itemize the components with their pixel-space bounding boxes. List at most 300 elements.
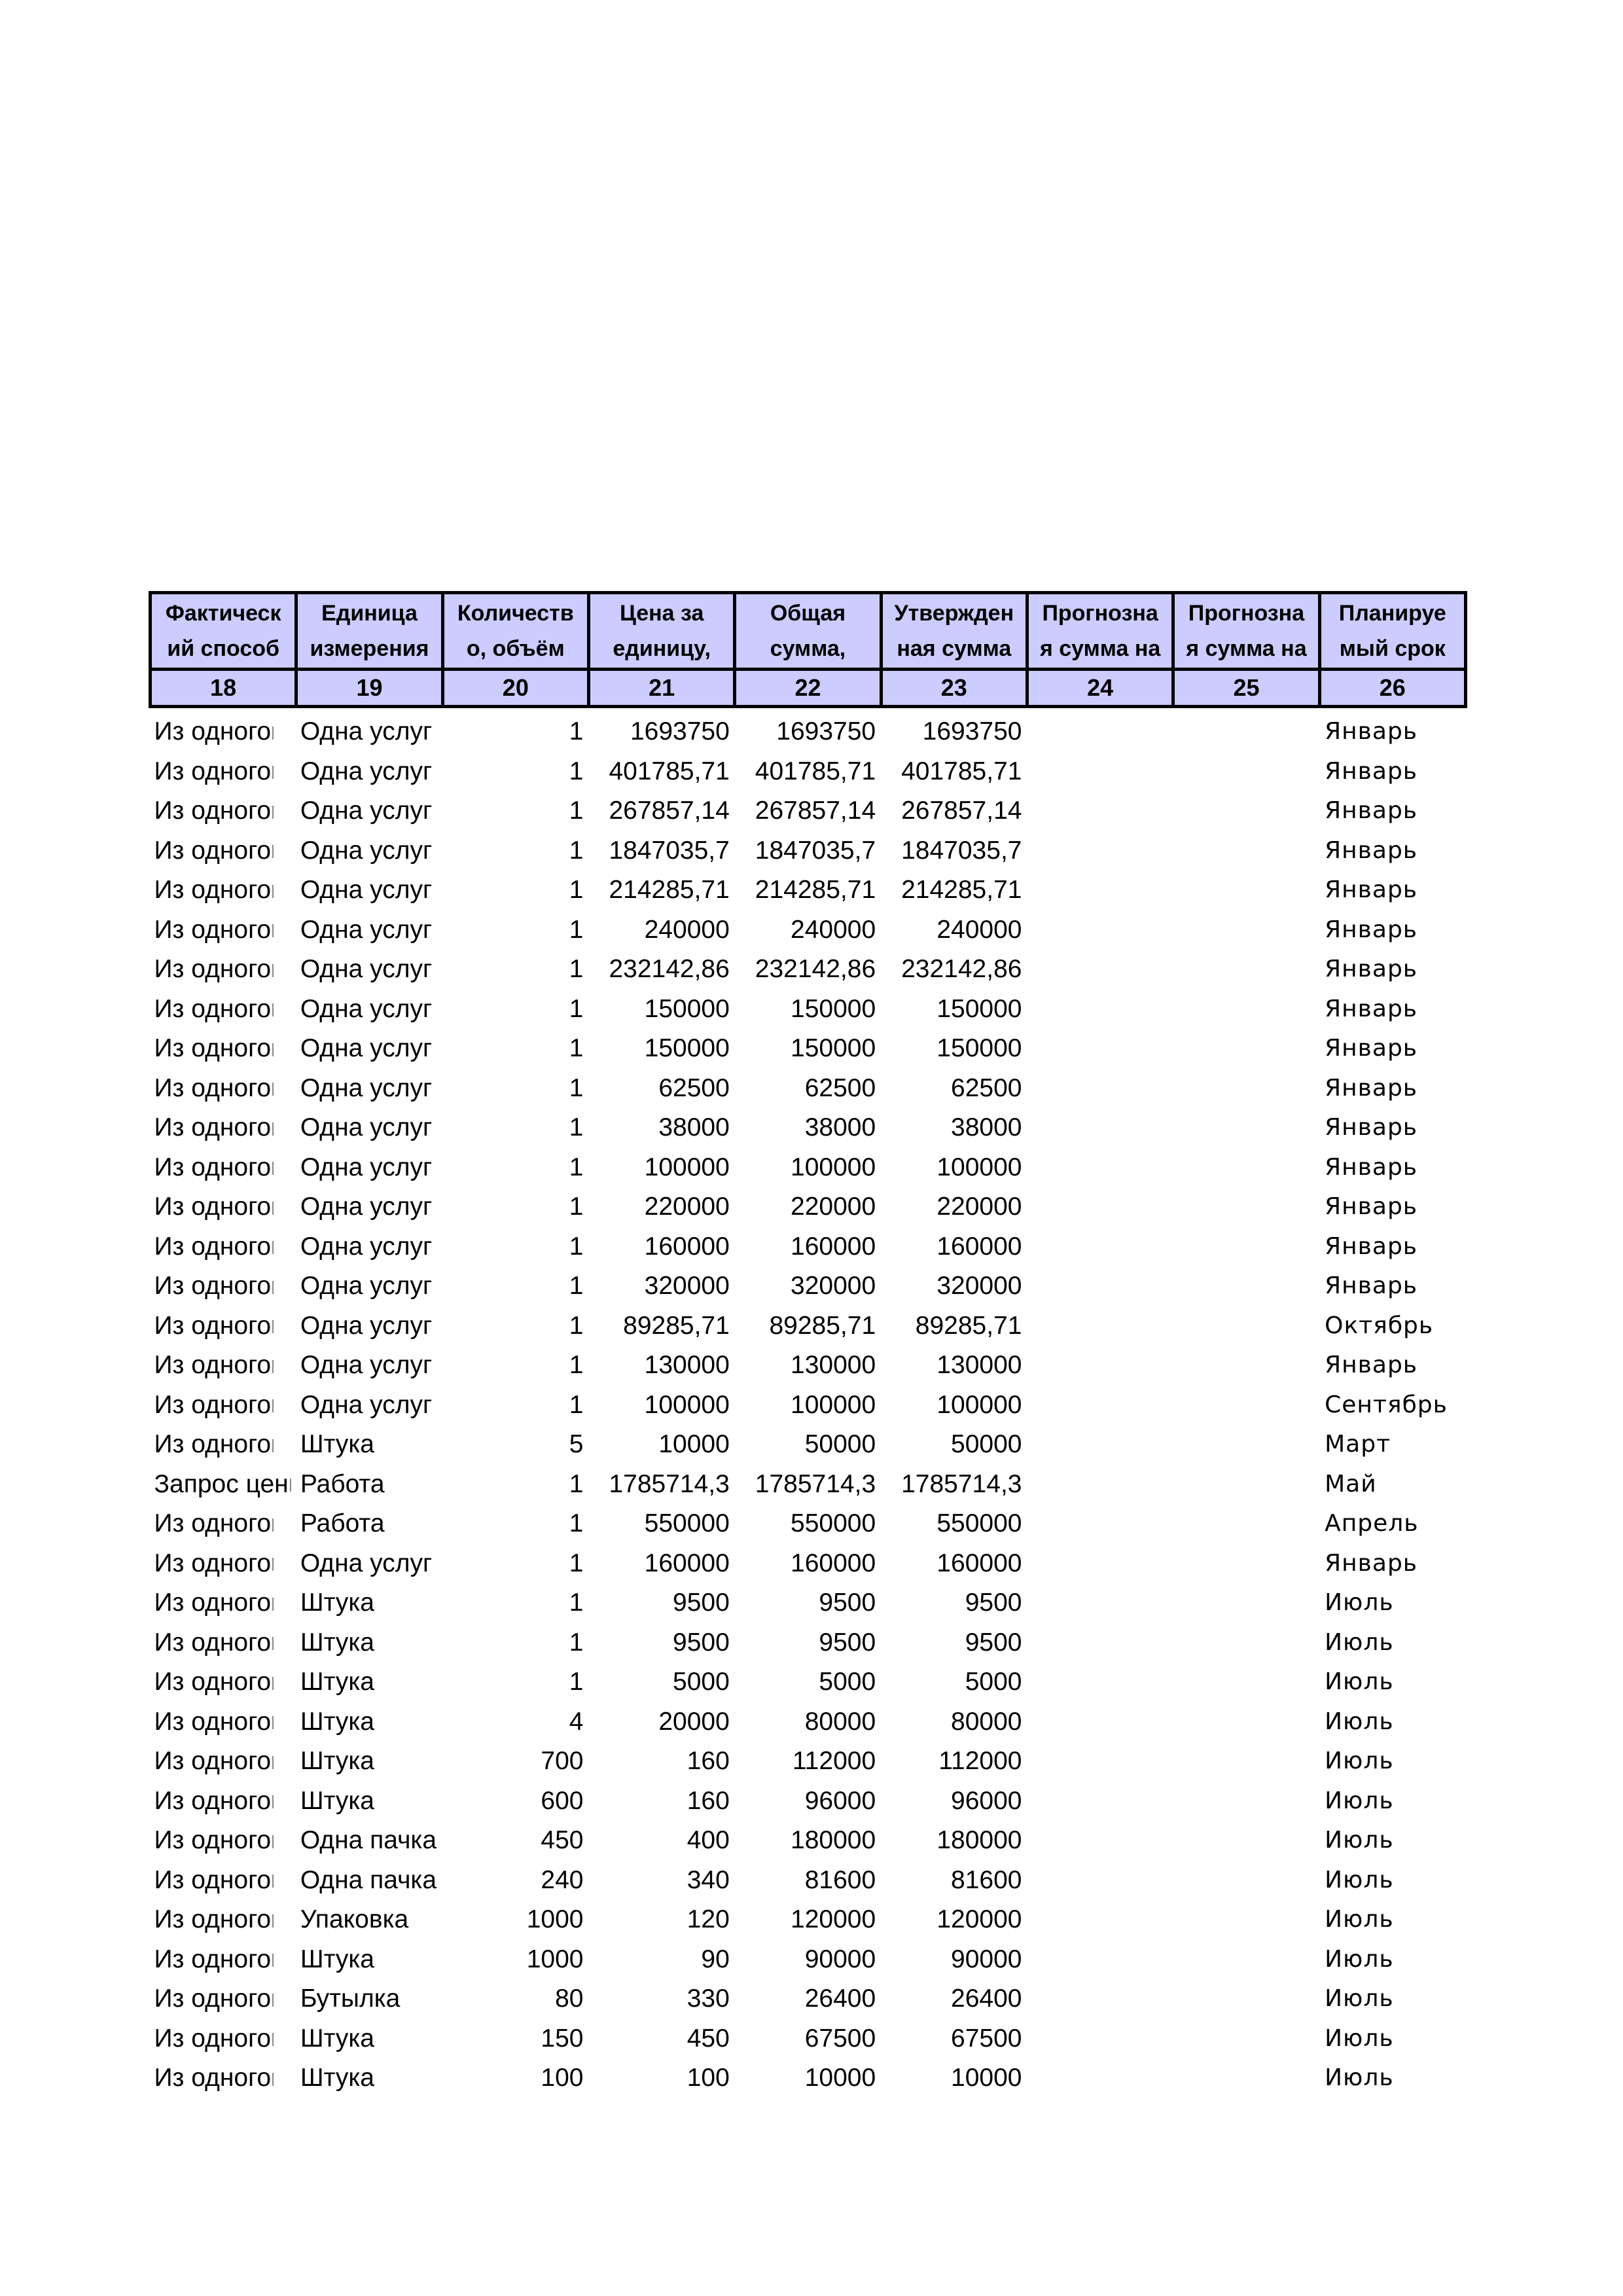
cell-unit: Одна услуг: [300, 1351, 433, 1380]
cell-unit-price: 150000: [644, 994, 730, 1023]
column-number: 21: [588, 670, 734, 707]
cell-unit: Одна услуг: [300, 1113, 433, 1142]
table-row: [151, 1702, 1466, 1742]
cell-quantity: 1000: [526, 1905, 584, 1934]
cell-approved-sum: 67500: [951, 2024, 1022, 2053]
cell-total-sum: 9500: [819, 1628, 876, 1657]
cell-planned-term: Январь: [1325, 1193, 1418, 1221]
column-number: 24: [1027, 670, 1173, 707]
cell-unit-price: 150000: [644, 1034, 730, 1063]
table-row: [151, 1662, 1466, 1702]
cell-total-sum: 150000: [791, 994, 876, 1023]
table-row: [151, 831, 1466, 871]
cell-total-sum: 1785714,3: [755, 1469, 876, 1498]
cell-planned-term: Сентябрь: [1325, 1391, 1448, 1418]
cell-unit: Штука: [300, 1430, 374, 1459]
header-forecast-sum-2: [1173, 593, 1319, 670]
cell-unit-price: 38000: [658, 1113, 730, 1142]
cell-actual-method: Запрос цен: [151, 1465, 296, 1505]
cell-forecast-sum-2: [1173, 1504, 1319, 1544]
cell-actual-method: Из одного: [151, 1782, 296, 1821]
cell-actual-method: Из одного: [151, 2058, 296, 2098]
cell-unit-price: 1785714,3: [609, 1469, 730, 1498]
cell-approved-sum: 401785,71: [901, 757, 1022, 785]
cell-forecast-sum-1: [1027, 1386, 1173, 1426]
cell-forecast-sum-1: [1027, 1187, 1173, 1227]
cell-forecast-sum-1: [1027, 2019, 1173, 2059]
header-planned-term: [1319, 593, 1465, 670]
cell-approved-sum: 81600: [951, 1865, 1022, 1894]
cell-quantity: 1: [569, 876, 584, 905]
cell-forecast-sum-2: [1173, 1346, 1319, 1386]
cell-approved-sum: 1785714,3: [901, 1469, 1022, 1498]
cell-unit-price: 220000: [644, 1193, 730, 1221]
cell-approved-sum: 10000: [951, 2064, 1022, 2092]
cell-planned-term: Июль: [1325, 1708, 1394, 1735]
cell-planned-term: Июль: [1325, 2064, 1394, 2092]
cell-actual-method: Из одного: [151, 1187, 296, 1227]
cell-actual-method: Из одного: [151, 1425, 296, 1465]
cell-approved-sum: 5000: [965, 1668, 1022, 1696]
cell-forecast-sum-2: [1173, 1782, 1319, 1821]
cell-unit: Штука: [300, 2024, 374, 2053]
table-row: [151, 2019, 1466, 2059]
cell-forecast-sum-2: [1173, 1702, 1319, 1742]
table-row: [151, 990, 1466, 1030]
cell-approved-sum: 267857,14: [901, 797, 1022, 825]
cell-planned-term: Январь: [1325, 1272, 1418, 1300]
cell-actual-method: Из одного: [151, 1583, 296, 1623]
cell-actual-method: Из одного: [151, 1306, 296, 1346]
cell-forecast-sum-2: [1173, 870, 1319, 910]
header-approved-sum: [881, 593, 1027, 670]
cell-unit-price: 1847035,7: [609, 836, 730, 865]
cell-unit: Одна услуг: [300, 1549, 433, 1577]
cell-forecast-sum-2: [1173, 1227, 1319, 1267]
cell-forecast-sum-2: [1173, 1742, 1319, 1782]
cell-quantity: 240: [541, 1865, 584, 1894]
cell-total-sum: 120000: [791, 1905, 876, 1934]
cell-planned-term: Январь: [1325, 1153, 1418, 1181]
cell-unit: Одна услуг: [300, 915, 433, 944]
cell-unit-price: 90: [701, 1945, 730, 1973]
header-line: Прогнозна: [1042, 601, 1158, 626]
cell-quantity: 1: [569, 1351, 584, 1380]
cell-total-sum: 1847035,7: [755, 836, 876, 865]
cell-actual-method: Из одного: [151, 1227, 296, 1267]
cell-forecast-sum-1: [1027, 1029, 1173, 1069]
cell-total-sum: 232142,86: [755, 955, 876, 984]
cell-planned-term: Январь: [1325, 718, 1418, 745]
cell-quantity: 1: [569, 1232, 584, 1261]
table-row: [151, 1782, 1466, 1821]
cell-forecast-sum-1: [1027, 870, 1173, 910]
cell-actual-method: Из одного: [151, 752, 296, 792]
cell-total-sum: 62500: [804, 1073, 876, 1102]
cell-approved-sum: 180000: [936, 1826, 1022, 1855]
cell-planned-term: Май: [1325, 1470, 1377, 1498]
cell-unit-price: 1693750: [630, 717, 730, 746]
cell-forecast-sum-1: [1027, 950, 1173, 990]
cell-approved-sum: 9500: [965, 1588, 1022, 1617]
cell-quantity: 1: [569, 1153, 584, 1181]
cell-quantity: 1: [569, 836, 584, 865]
cell-quantity: 1: [569, 1034, 584, 1063]
cell-total-sum: 10000: [804, 2064, 876, 2092]
table-row: [151, 1386, 1466, 1426]
cell-forecast-sum-2: [1173, 1821, 1319, 1861]
cell-unit: Одна услуг: [300, 717, 433, 746]
cell-planned-term: Январь: [1325, 1114, 1418, 1141]
table-row: [151, 1940, 1466, 1980]
cell-actual-method: Из одного: [151, 1979, 296, 2019]
table-row: [151, 707, 1466, 752]
table-row: [151, 1069, 1466, 1109]
cell-unit: Одна услуг: [300, 1232, 433, 1261]
header-line: Прогнозна: [1188, 601, 1305, 626]
cell-planned-term: Январь: [1325, 956, 1418, 983]
cell-unit: Одна услуг: [300, 1390, 433, 1419]
cell-planned-term: Январь: [1325, 836, 1418, 864]
cell-unit: Одна услуг: [300, 955, 433, 984]
cell-forecast-sum-1: [1027, 1940, 1173, 1980]
column-number: 20: [442, 670, 588, 707]
column-number: 19: [296, 670, 442, 707]
cell-approved-sum: 50000: [951, 1430, 1022, 1459]
cell-planned-term: Январь: [1325, 1035, 1418, 1062]
cell-unit: Упаковка: [300, 1905, 409, 1934]
cell-forecast-sum-1: [1027, 990, 1173, 1030]
cell-approved-sum: 320000: [936, 1272, 1022, 1300]
cell-forecast-sum-1: [1027, 1742, 1173, 1782]
cell-quantity: 450: [541, 1826, 584, 1855]
cell-quantity: 1: [569, 994, 584, 1023]
cell-unit-price: 20000: [658, 1707, 730, 1736]
table-row: [151, 1465, 1466, 1505]
cell-unit: Штука: [300, 1588, 374, 1617]
cell-forecast-sum-1: [1027, 1782, 1173, 1821]
cell-quantity: 1: [569, 797, 584, 825]
cell-planned-term: Июль: [1325, 1827, 1394, 1854]
cell-quantity: 1: [569, 1509, 584, 1538]
header-line: Утвержден: [894, 601, 1014, 626]
table-row: [151, 1861, 1466, 1901]
cell-actual-method: Из одного: [151, 1623, 296, 1663]
cell-unit: Штука: [300, 1747, 374, 1776]
cell-total-sum: 50000: [804, 1430, 876, 1459]
table-row: [151, 2058, 1466, 2098]
cell-unit-price: 330: [687, 1984, 730, 2013]
cell-total-sum: 89285,71: [769, 1311, 876, 1340]
cell-quantity: 1: [569, 955, 584, 984]
cell-quantity: 1: [569, 1311, 584, 1340]
cell-approved-sum: 1693750: [922, 717, 1022, 746]
cell-forecast-sum-1: [1027, 752, 1173, 792]
cell-quantity: 1: [569, 1588, 584, 1617]
cell-total-sum: 550000: [791, 1509, 876, 1538]
cell-forecast-sum-2: [1173, 950, 1319, 990]
table-row: [151, 950, 1466, 990]
cell-unit-price: 5000: [673, 1668, 730, 1696]
cell-approved-sum: 62500: [951, 1073, 1022, 1102]
cell-unit-price: 160: [687, 1786, 730, 1815]
cell-approved-sum: 100000: [936, 1390, 1022, 1419]
cell-forecast-sum-2: [1173, 707, 1319, 752]
header-line: я сумма на: [1039, 636, 1161, 661]
cell-unit: Одна услуг: [300, 876, 433, 905]
cell-approved-sum: 38000: [951, 1113, 1022, 1142]
cell-total-sum: 150000: [791, 1034, 876, 1063]
cell-unit: Штука: [300, 1668, 374, 1696]
cell-unit-price: 400: [687, 1826, 730, 1855]
cell-unit: Одна услуг: [300, 994, 433, 1023]
column-number: 23: [881, 670, 1027, 707]
header-line: ная сумма: [897, 636, 1012, 661]
cell-actual-method: Из одного: [151, 910, 296, 950]
cell-total-sum: 96000: [804, 1786, 876, 1815]
cell-actual-method: Из одного: [151, 990, 296, 1030]
cell-forecast-sum-2: [1173, 1544, 1319, 1584]
table-row: [151, 870, 1466, 910]
cell-total-sum: 214285,71: [755, 876, 876, 905]
cell-unit-price: 100: [687, 2064, 730, 2092]
cell-unit-price: 340: [687, 1865, 730, 1894]
cell-quantity: 1: [569, 1113, 584, 1142]
table-row: [151, 1108, 1466, 1148]
cell-actual-method: Из одного: [151, 1544, 296, 1584]
cell-forecast-sum-1: [1027, 791, 1173, 831]
cell-quantity: 1: [569, 1628, 584, 1657]
cell-unit: Одна услуг: [300, 1272, 433, 1300]
cell-total-sum: 38000: [804, 1113, 876, 1142]
cell-approved-sum: 100000: [936, 1153, 1022, 1181]
header-line: Количеств: [457, 601, 574, 626]
cell-planned-term: Январь: [1325, 1232, 1418, 1260]
cell-approved-sum: 1847035,7: [901, 836, 1022, 865]
cell-actual-method: Из одного: [151, 1148, 296, 1188]
cell-total-sum: 267857,14: [755, 797, 876, 825]
cell-forecast-sum-2: [1173, 1425, 1319, 1465]
cell-planned-term: Январь: [1325, 1074, 1418, 1102]
cell-planned-term: Июль: [1325, 1589, 1394, 1617]
cell-actual-method: Из одного: [151, 1386, 296, 1426]
cell-unit: Работа: [300, 1469, 385, 1498]
table-row: [151, 1504, 1466, 1544]
cell-actual-method: Из одного: [151, 950, 296, 990]
cell-unit: Работа: [300, 1509, 385, 1538]
cell-forecast-sum-2: [1173, 1148, 1319, 1188]
cell-forecast-sum-2: [1173, 2058, 1319, 2098]
table-row: [151, 1900, 1466, 1940]
cell-forecast-sum-1: [1027, 1148, 1173, 1188]
cell-quantity: 4: [569, 1707, 584, 1736]
cell-forecast-sum-1: [1027, 1623, 1173, 1663]
cell-total-sum: 67500: [804, 2024, 876, 2053]
cell-approved-sum: 112000: [938, 1747, 1022, 1776]
cell-approved-sum: 232142,86: [901, 955, 1022, 984]
table-body: [151, 707, 1466, 2098]
header-line: Цена за: [619, 601, 704, 626]
cell-forecast-sum-2: [1173, 1187, 1319, 1227]
cell-planned-term: Июль: [1325, 2024, 1394, 2052]
cell-unit: Одна услуг: [300, 1311, 433, 1340]
cell-forecast-sum-2: [1173, 1623, 1319, 1663]
cell-quantity: 1: [569, 1549, 584, 1577]
cell-quantity: 600: [541, 1786, 584, 1815]
cell-forecast-sum-1: [1027, 1702, 1173, 1742]
cell-approved-sum: 240000: [936, 915, 1022, 944]
cell-unit-price: 160: [687, 1747, 730, 1776]
cell-total-sum: 160000: [791, 1232, 876, 1261]
cell-forecast-sum-1: [1027, 1306, 1173, 1346]
cell-unit-price: 9500: [673, 1628, 730, 1657]
cell-forecast-sum-2: [1173, 1861, 1319, 1901]
cell-forecast-sum-2: [1173, 990, 1319, 1030]
cell-forecast-sum-1: [1027, 1662, 1173, 1702]
column-number: 18: [151, 670, 296, 707]
cell-forecast-sum-2: [1173, 1979, 1319, 2019]
cell-forecast-sum-2: [1173, 831, 1319, 871]
cell-approved-sum: 214285,71: [901, 876, 1022, 905]
cell-unit: Одна услуг: [300, 1193, 433, 1221]
table-row: [151, 910, 1466, 950]
header-line: мый срок: [1339, 636, 1446, 661]
cell-forecast-sum-2: [1173, 1900, 1319, 1940]
cell-actual-method: Из одного: [151, 707, 296, 752]
cell-total-sum: 90000: [804, 1945, 876, 1973]
cell-approved-sum: 550000: [936, 1509, 1022, 1538]
table-row: [151, 1583, 1466, 1623]
cell-quantity: 1: [569, 1390, 584, 1419]
cell-planned-term: Январь: [1325, 876, 1418, 904]
cell-forecast-sum-1: [1027, 1227, 1173, 1267]
cell-approved-sum: 89285,71: [915, 1311, 1022, 1340]
cell-unit: Одна услуг: [300, 797, 433, 825]
column-number: 25: [1173, 670, 1319, 707]
cell-unit: Одна услуг: [300, 1073, 433, 1102]
cell-actual-method: Из одного: [151, 1266, 296, 1306]
cell-unit-price: 89285,71: [623, 1311, 730, 1340]
cell-unit-price: 10000: [658, 1430, 730, 1459]
cell-unit: Одна услуг: [300, 836, 433, 865]
header-line: Фактическ: [165, 601, 281, 626]
cell-forecast-sum-1: [1027, 2058, 1173, 2098]
cell-actual-method: Из одного: [151, 1346, 296, 1386]
cell-unit-price: 232142,86: [609, 955, 730, 984]
cell-quantity: 5: [569, 1430, 584, 1459]
cell-unit: Штука: [300, 1945, 374, 1973]
cell-quantity: 150: [541, 2024, 584, 2053]
cell-planned-term: Январь: [1325, 757, 1418, 785]
cell-planned-term: Июль: [1325, 1866, 1394, 1893]
cell-unit-price: 130000: [644, 1351, 730, 1380]
cell-planned-term: Январь: [1325, 995, 1418, 1022]
cell-unit: Бутылка: [300, 1984, 401, 2013]
cell-forecast-sum-2: [1173, 1465, 1319, 1505]
cell-forecast-sum-2: [1173, 1386, 1319, 1426]
cell-unit-price: 401785,71: [609, 757, 730, 785]
cell-actual-method: Из одного: [151, 791, 296, 831]
cell-forecast-sum-1: [1027, 910, 1173, 950]
header-row-numbers: [151, 670, 1466, 707]
cell-unit-price: 120: [687, 1905, 730, 1934]
cell-total-sum: 240000: [791, 915, 876, 944]
cell-quantity: 1: [569, 757, 584, 785]
cell-total-sum: 81600: [804, 1865, 876, 1894]
header-line: Планируе: [1338, 601, 1446, 626]
cell-unit: Одна пачка: [300, 1826, 437, 1855]
header-line: я сумма на: [1186, 636, 1307, 661]
cell-approved-sum: 90000: [951, 1945, 1022, 1973]
cell-quantity: 80: [555, 1984, 584, 2013]
cell-planned-term: Апрель: [1325, 1510, 1419, 1537]
cell-forecast-sum-2: [1173, 2019, 1319, 2059]
header-quantity: [442, 593, 588, 670]
cell-approved-sum: 120000: [936, 1905, 1022, 1934]
cell-forecast-sum-2: [1173, 1583, 1319, 1623]
cell-total-sum: 401785,71: [755, 757, 876, 785]
table-row: [151, 1742, 1466, 1782]
cell-unit-price: 267857,14: [609, 797, 730, 825]
cell-unit-price: 450: [687, 2024, 730, 2053]
cell-actual-method: Из одного: [151, 1029, 296, 1069]
cell-unit-price: 100000: [644, 1153, 730, 1181]
cell-total-sum: 130000: [791, 1351, 876, 1380]
cell-unit-price: 320000: [644, 1272, 730, 1300]
cell-actual-method: Из одного: [151, 1821, 296, 1861]
cell-total-sum: 220000: [791, 1193, 876, 1221]
cell-actual-method: Из одного: [151, 1940, 296, 1980]
cell-planned-term: Январь: [1325, 1549, 1418, 1577]
cell-quantity: 1: [569, 1272, 584, 1300]
cell-forecast-sum-1: [1027, 1069, 1173, 1109]
cell-unit: Штука: [300, 1707, 374, 1736]
cell-forecast-sum-1: [1027, 1266, 1173, 1306]
table-row: [151, 1346, 1466, 1386]
column-number: 22: [735, 670, 881, 707]
header-line: ий способ: [167, 636, 280, 661]
cell-forecast-sum-2: [1173, 1069, 1319, 1109]
cell-total-sum: 9500: [819, 1588, 876, 1617]
header-total-sum: [735, 593, 881, 670]
cell-actual-method: Из одного: [151, 1662, 296, 1702]
cell-unit: Одна пачка: [300, 1865, 437, 1894]
cell-actual-method: Из одного: [151, 1861, 296, 1901]
cell-planned-term: Июль: [1325, 1668, 1394, 1696]
cell-approved-sum: 150000: [936, 1034, 1022, 1063]
cell-unit: Одна услуг: [300, 757, 433, 785]
cell-approved-sum: 160000: [936, 1549, 1022, 1577]
cell-total-sum: 80000: [804, 1707, 876, 1736]
cell-quantity: 1: [569, 1073, 584, 1102]
cell-actual-method: Из одного: [151, 1742, 296, 1782]
cell-forecast-sum-1: [1027, 1108, 1173, 1148]
cell-unit-price: 214285,71: [609, 876, 730, 905]
cell-approved-sum: 80000: [951, 1707, 1022, 1736]
column-number: 26: [1319, 670, 1465, 707]
cell-total-sum: 1693750: [776, 717, 876, 746]
cell-planned-term: Январь: [1325, 916, 1418, 943]
procurement-table: [149, 591, 1467, 2098]
cell-planned-term: Январь: [1325, 797, 1418, 825]
cell-forecast-sum-2: [1173, 1266, 1319, 1306]
cell-unit-price: 160000: [644, 1549, 730, 1577]
cell-quantity: 700: [541, 1747, 584, 1776]
cell-forecast-sum-2: [1173, 1662, 1319, 1702]
header-unit: [296, 593, 442, 670]
table-row: [151, 1544, 1466, 1584]
cell-actual-method: Из одного: [151, 1900, 296, 1940]
